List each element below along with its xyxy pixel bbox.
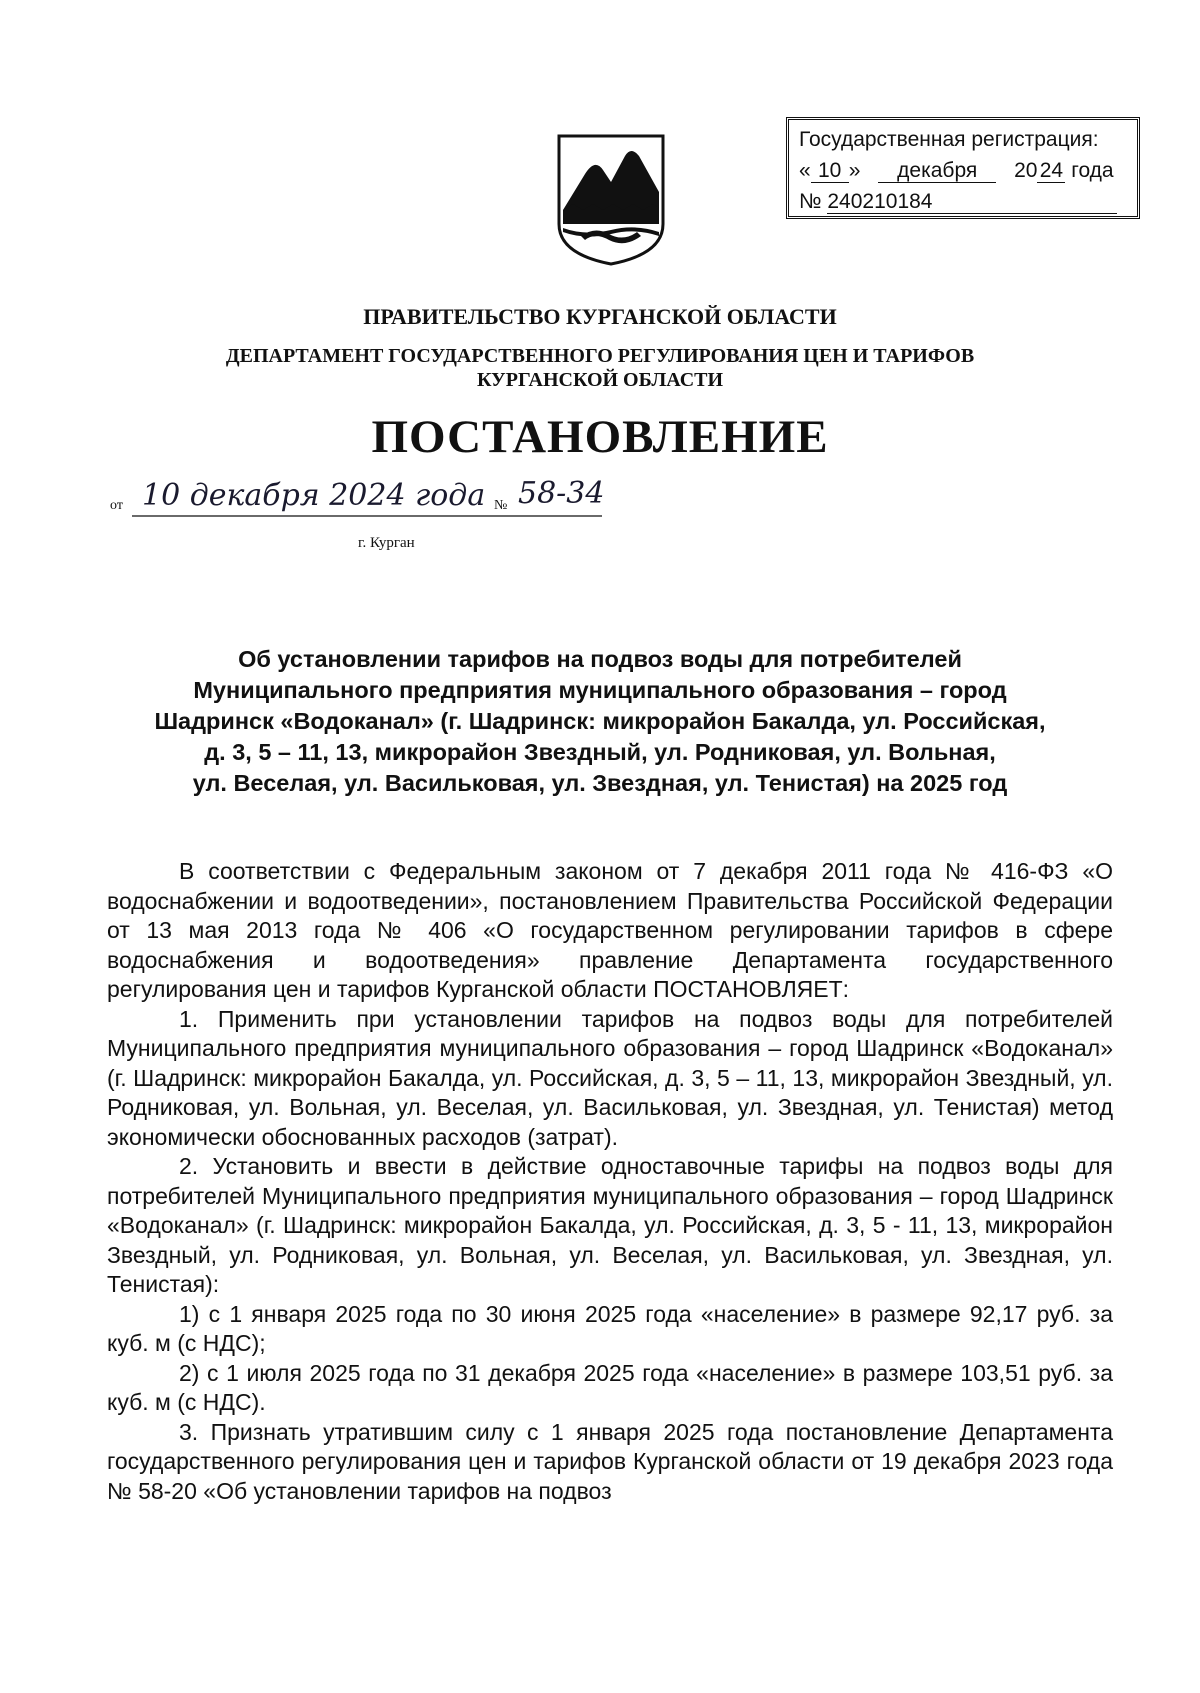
registration-month: декабря bbox=[878, 160, 996, 183]
subject-line: ул. Веселая, ул. Васильковая, ул. Звездная, ул. Тенистая) на 2025 год bbox=[192, 770, 1008, 796]
department-title bbox=[0, 344, 1200, 392]
from-label: от bbox=[110, 498, 123, 513]
handwritten-number: 58-34 bbox=[518, 476, 605, 511]
registration-day: 10 bbox=[811, 160, 849, 183]
document-type-title: ПОСТАНОВЛЕНИЕ bbox=[371, 411, 829, 463]
document-body bbox=[107, 857, 1113, 1506]
registration-number: 240210184 bbox=[827, 191, 1117, 214]
registration-number-row bbox=[799, 186, 1129, 217]
registration-year-word: года bbox=[1071, 159, 1114, 182]
preamble-paragraph: В соответствии с Федеральным законом от 7 декабря 2011 года № 416-ФЗ «О водоснабжении и водоотведении», постановлением Правительства Российской Федерации от 13 мая 2013 года № 406 «О государственном регулировании тарифов в сфере водоснабжения и водоотведения» правление Департамента государственного регулирования цен и тарифов Курганской области ПОСТАНОВЛЯЕТ: bbox=[107, 858, 1113, 1002]
registration-number-label: № bbox=[799, 190, 822, 213]
clause-2-item-2: 2) с 1 июля 2025 года по 31 декабря 2025 года «население» в размере 103,51 руб. за куб. м (с НДС). bbox=[107, 1359, 1113, 1415]
document-number-line bbox=[110, 476, 710, 560]
government-title: ПРАВИТЕЛЬСТВО КУРГАНСКОЙ ОБЛАСТИ bbox=[363, 304, 837, 329]
registration-date bbox=[799, 155, 1129, 186]
city-label: г. Курган bbox=[358, 535, 415, 551]
clause-2: 2. Установить и ввести в действие одноставочные тарифы на подвоз воды для потребителей Муниципального предприятия муниципального образования – город Шадринск «Водоканал» (г. Шадринск: микрорайон Бакалда, ул. Российская, д. 3, 5 - 11, 13, микрорайон Звездный, ул. Родниковая, ул. Вольная, ул. Веселая, ул. Васильковая, ул. Звездная, ул. Тенистая): bbox=[107, 1153, 1113, 1297]
number-label: № bbox=[494, 498, 508, 513]
coat-of-arms-icon bbox=[555, 132, 667, 267]
registration-box bbox=[786, 117, 1140, 219]
registration-year-suffix: 24 bbox=[1037, 160, 1065, 183]
clause-1: 1. Применить при установлении тарифов на подвоз воды для потребителей Муниципального предприятия муниципального образования – город Шадринск «Водоканал» (г. Шадринск: микрорайон Бакалда, ул. Российская, д. 3, 5 – 11, 13, микрорайон Звездный, ул. Родниковая, ул. Вольная, ул. Веселая, ул. Васильковая, ул. Звездная, ул. Тенистая) метод экономически обоснованных расходов (затрат). bbox=[107, 1005, 1113, 1150]
quote-close: » bbox=[848, 159, 861, 182]
subject-line: Шадринск «Водоканал» (г. Шадринск: микрорайон Бакалда, ул. Российская, bbox=[154, 708, 1046, 734]
registration-label: Государственная регистрация: bbox=[799, 128, 1099, 151]
clause-3: 3. Признать утратившим силу с 1 января 2025 года постановление Департамента государственного регулирования цен и тарифов Курганской области от 19 декабря 2023 года № 58-20 «Об установлении тарифов на подвоз bbox=[107, 1418, 1113, 1504]
subject-line: д. 3, 5 – 11, 13, микрорайон Звездный, ул. Родниковая, ул. Вольная, bbox=[204, 739, 996, 765]
handwritten-date: 10 декабря 2024 года bbox=[142, 478, 486, 513]
registration-year-prefix: 20 bbox=[1014, 159, 1038, 182]
department-line-1: ДЕПАРТАМЕНТ ГОСУДАРСТВЕННОГО РЕГУЛИРОВАНИЯ ЦЕН И ТАРИФОВ bbox=[225, 345, 975, 367]
clause-2-item-1: 1) с 1 января 2025 года по 30 июня 2025 года «население» в размере 92,17 руб. за куб. м (с НДС); bbox=[107, 1300, 1113, 1356]
date-underline bbox=[132, 514, 602, 518]
document-subject bbox=[100, 644, 1100, 799]
department-line-2: КУРГАНСКОЙ ОБЛАСТИ bbox=[476, 369, 724, 391]
quote-open: « bbox=[799, 159, 811, 182]
subject-line: Муниципального предприятия муниципального образования – город bbox=[193, 677, 1007, 703]
subject-line: Об установлении тарифов на подвоз воды для потребителей bbox=[238, 646, 962, 672]
